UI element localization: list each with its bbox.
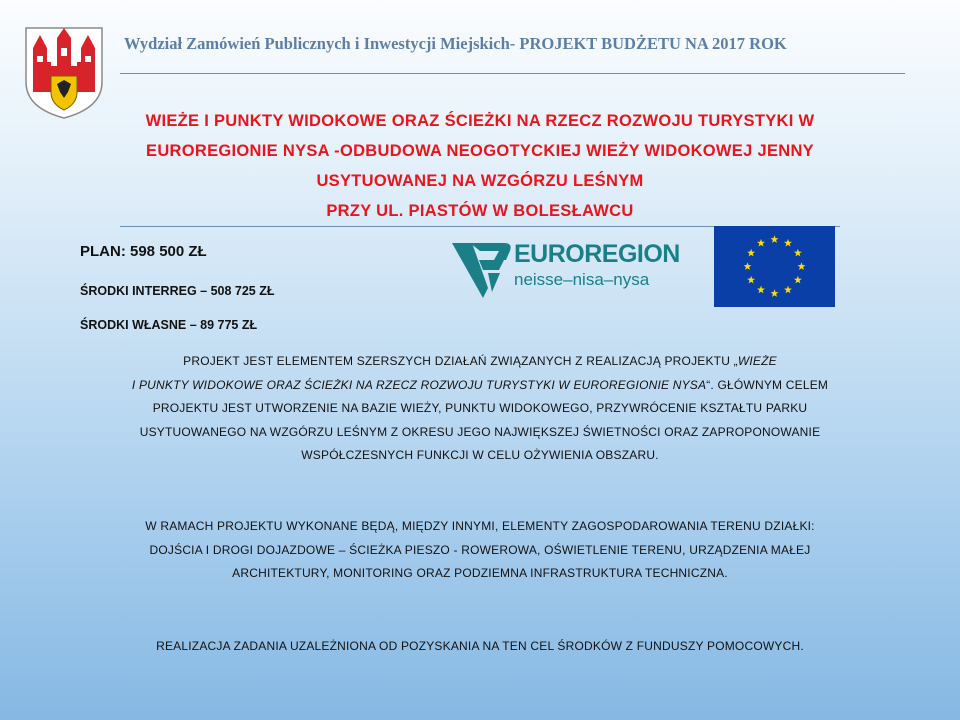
description-text: USYTUOWANEGO NA WZGÓRZU LEŚNYM Z OKRESU JEGO NAJWIĘKSZEJ ŚWIETNOŚCI ORAZ ZAPROPONOWANIE xyxy=(139,424,821,439)
euroregion-subtitle: neisse–nisa–nysa xyxy=(514,270,650,289)
header-divider xyxy=(120,73,905,74)
description-text-italic: I PUNKTY WIDOKOWE ORAZ ŚCIEŻKI NA RZECZ ROZWOJU TURYSTYKI W EUROREGIONIE NYSA xyxy=(131,377,707,392)
description-text: “. GŁÓWNYM CELEM xyxy=(706,377,829,392)
project-title-line: WIEŻE I PUNKTY WIDOKOWE ORAZ ŚCIEŻKI NA RZECZ ROZWOJU TURYSTYKI W xyxy=(145,112,815,130)
description-text: PROJEKT JEST ELEMENTEM SZERSZYCH DZIAŁAŃ ZWIĄZANYCH Z REALIZACJĄ PROJEKTU „ xyxy=(183,354,738,368)
condition-text: REALIZACJA ZADANIA UZALEŻNIONA OD POZYSKANIA NA TEN CEL ŚRODKÓW Z FUNDUSZY POMOCOWYCH. xyxy=(156,639,804,653)
project-title-line: PRZY UL. PIASTÓW W BOLESŁAWCU xyxy=(326,202,634,220)
scope-text: W RAMACH PROJEKTU WYKONANE BĘDĄ, MIĘDZY INNYMI, ELEMENTY ZAGOSPODAROWANIA TERENU DZIAŁKI: xyxy=(145,519,815,533)
description-text: PROJEKTU JEST UTWORZENIE NA BAZIE WIEŻY, PUNKTU WIDOKOWEGO, PRZYWRÓCENIE KSZTAŁTU PARKU xyxy=(152,401,808,415)
funding-condition xyxy=(70,635,890,659)
description-text-italic: WIEŻE xyxy=(737,354,777,368)
eu-flag-logo xyxy=(714,226,835,307)
description-text: WSPÓŁCZESNYCH FUNKCJI W CELU OŻYWIENIA OBSZARU. xyxy=(301,448,659,462)
project-description xyxy=(70,350,890,468)
euroregion-logo xyxy=(452,240,684,300)
header-title: Wydział Zamówień Publicznych i Inwestycji Miejskich- PROJEKT BUDŻETU NA 2017 ROK xyxy=(124,34,787,53)
project-scope xyxy=(70,515,890,586)
euroregion-symbol-icon xyxy=(452,240,514,300)
coat-of-arms-logo xyxy=(24,26,104,120)
project-title-line: USYTUOWANEJ NA WZGÓRZU LEŚNYM xyxy=(316,172,644,190)
plan-amount: PLAN: 598 500 ZŁ xyxy=(80,243,207,260)
own-funds-amount: ŚRODKI WŁASNE – 89 775 ZŁ xyxy=(80,318,258,332)
scope-text: ARCHITEKTURY, MONITORING ORAZ PODZIEMNA INFRASTRUKTURA TECHNICZNA. xyxy=(232,566,728,580)
project-title xyxy=(96,106,864,226)
scope-text: DOJŚCIA I DROGI DOJAZDOWE – ŚCIEŻKA PIESZO - ROWEROWA, OŚWIETLENIE TERENU, URZĄDZENIA MAŁEJ xyxy=(149,542,811,557)
interreg-amount: ŚRODKI INTERREG – 508 725 ZŁ xyxy=(80,284,275,298)
euroregion-name: EUROREGION xyxy=(514,240,680,268)
project-title-line: EUROREGIONIE NYSA -ODBUDOWA NEOGOTYCKIEJ WIEŻY WIDOKOWEJ JENNY xyxy=(146,142,814,160)
